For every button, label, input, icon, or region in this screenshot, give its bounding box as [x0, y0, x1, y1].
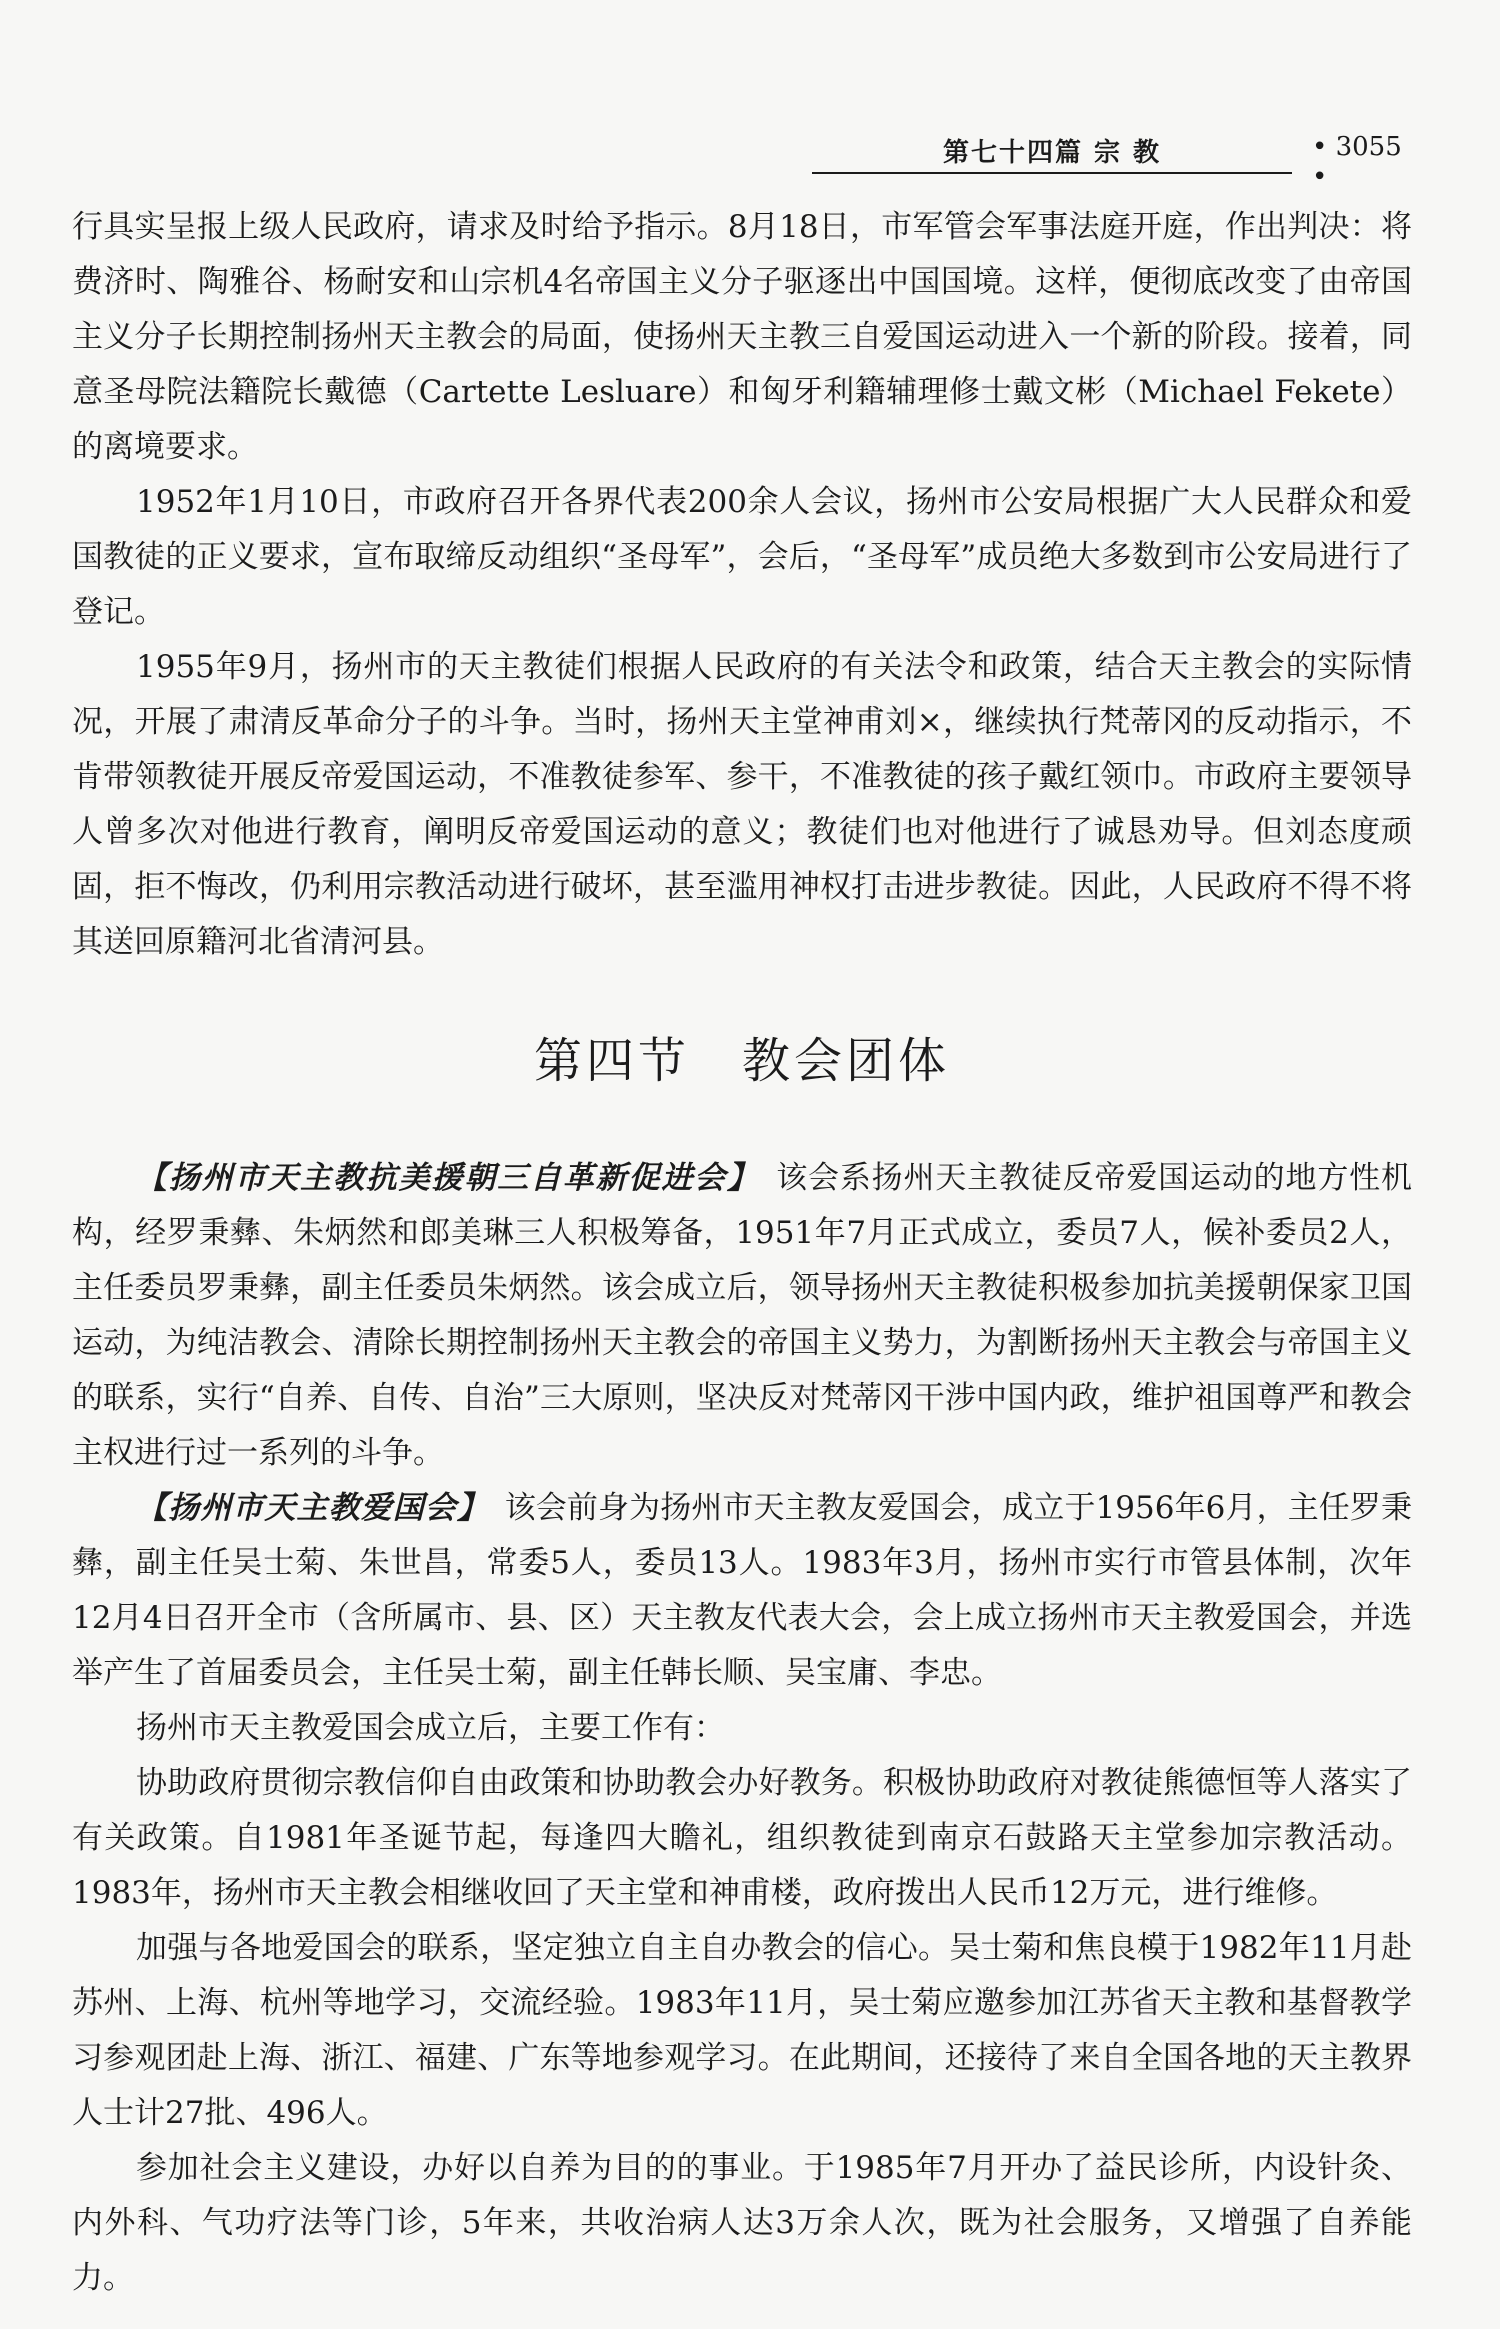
entry-text-promotion-association: 该会系扬州天主教徒反帝爱国运动的地方性机构，经罗秉彝、朱炳然和郎美琳三人积极筹备，1951年7月正式成立，委员7人，候补委员2人，主任委员罗秉彝，副主任委员朱炳然。该会成立后，领导扬州天主教徒积极参加抗美援朝保家卫国运动，为纯洁教会、清除长期控制扬州天主教会的帝国主义势力，为割断扬州天主教会与帝国主义的联系，实行“自养、自传、自治”三大原则，坚决反对梵蒂冈干涉中国内政，维护祖国尊严和教会主权进行过一系列的斗争。 — [72, 1160, 1413, 1471]
running-title: 第七十四篇 宗 教 — [942, 138, 1162, 168]
entry-heading-promotion-association: 【扬州市天主教抗美援朝三自革新促进会】 — [136, 1160, 745, 1196]
header-rule — [812, 172, 1292, 174]
page — [72, 120, 1412, 2306]
entry-heading-patriotic-association: 【扬州市天主教爱国会】 — [136, 1490, 474, 1526]
paragraph-construction: 参加社会主义建设，办好以自养为目的的事业。于1985年7月开办了益民诊所，内设针灸、内外科、气功疗法等门诊，5年来，共收治病人达3万余人次，既为社会服务，又增强了自养能力。 — [72, 2150, 1412, 2296]
paragraph-liaison: 加强与各地爱国会的联系，坚定独立自主自办教会的信心。吴士菊和焦良模于1982年11月赴苏州、上海、杭州等地学习，交流经验。1983年11月，吴士菊应邀参加江苏省天主教和基督教学习参观团赴上海、浙江、福建、广东等地参观学习。在此期间，还接待了来自全国各地的天主教界人士计27批、496人。 — [72, 1930, 1412, 2131]
running-header — [72, 120, 1412, 192]
paragraph-1952: 1952年1月10日，市政府召开各界代表200余人会议，扬州市公安局根据广大人民群众和爱国教徒的正义要求，宣布取缔反动组织“圣母军”，会后，“圣母军”成员绝大多数到市公安局进行了登记。 — [72, 484, 1412, 630]
entry-promotion-association — [72, 1151, 1412, 1481]
paragraph-policy: 协助政府贯彻宗教信仰自由政策和协助教会办好教务。积极协助政府对教徒熊德恒等人落实了有关政策。自1981年圣诞节起，每逢四大瞻礼，组织教徒到南京石鼓路天主堂参加宗教活动。1983年，扬州市天主教会相继收回了天主堂和神甫楼，政府拨出人民币12万元，进行维修。 — [72, 1765, 1412, 1911]
paragraph-1955: 1955年9月，扬州市的天主教徒们根据人民政府的有关法令和政策，结合天主教会的实际情况，开展了肃清反革命分子的斗争。当时，扬州天主堂神甫刘×，继续执行梵蒂冈的反动指示，不肯带领教徒开展反帝爱国运动，不准教徒参军、参干，不准教徒的孩子戴红领巾。市政府主要领导人曾多次对他进行教育，阐明反帝爱国运动的意义；教徒们也对他进行了诚恳劝导。但刘态度顽固，拒不悔改，仍利用宗教活动进行破坏，甚至滥用神权打击进步教徒。因此，人民政府不得不将其送回原籍河北省清河县。 — [72, 649, 1412, 960]
section-title: 第四节 教会团体 — [533, 1033, 950, 1089]
page-number: • 3055 • — [1312, 132, 1402, 192]
entry-text-patriotic-association: 该会前身为扬州市天主教友爱国会，成立于1956年6月，主任罗秉彝，副主任吴士菊、朱世昌，常委5人，委员13人。1983年3月，扬州市实行市管县体制，次年12月4日召开全市（含所属市、县、区）天主教友代表大会，会上成立扬州市天主教爱国会，并选举产生了首届委员会，主任吴士菊，副主任韩长顺、吴宝庸、李忠。 — [72, 1490, 1412, 1691]
paragraph-continued: 行具实呈报上级人民政府，请求及时给予指示。8月18日，市军管会军事法庭开庭，作出判决：将费济时、陶雅谷、杨耐安和山宗机4名帝国主义分子驱逐出中国国境。这样，便彻底改变了由帝国主义分子长期控制扬州天主教会的局面，使扬州天主教三自爱国运动进入一个新的阶段。接着，同意圣母院法籍院长戴德（Cartette Lesluare）和匈牙利籍辅理修士戴文彬（Michael Fekete）的离境要求。 — [72, 209, 1412, 465]
paragraph-main-work: 扬州市天主教爱国会成立后，主要工作有： — [136, 1710, 725, 1746]
entry-patriotic-association — [72, 1481, 1412, 1701]
